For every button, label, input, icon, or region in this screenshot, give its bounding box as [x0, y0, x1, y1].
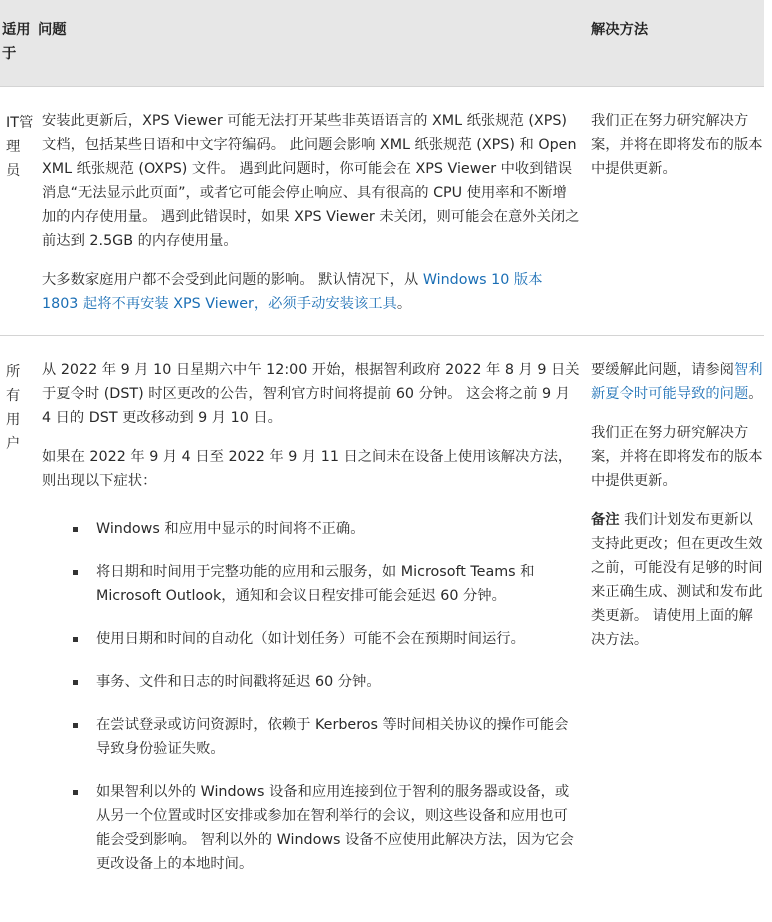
header-issue: 问题: [34, 0, 587, 87]
bullet-icon: [73, 790, 78, 795]
resolution-cell: [587, 87, 764, 336]
symptom-list: [42, 517, 581, 876]
applies-to-cell: IT管理员: [0, 87, 34, 336]
list-item: 使用日期和时间的自动化（如计划任务）可能不会在预期时间运行。: [96, 627, 581, 651]
bullet-icon: [73, 680, 78, 685]
list-item: 将日期和时间用于完整功能的应用和云服务，如 Microsoft Teams 和 Microsoft Outlook，通知和会议日程安排可能会延迟 60 分钟。: [96, 560, 581, 608]
list-item: Windows 和应用中显示的时间将不正确。: [96, 517, 581, 541]
note-label: 备注: [591, 512, 620, 528]
issue-paragraph: 大多数家庭用户都不会受到此问题的影响。 默认情况下，从 Windows 10 版本 1803 起将不再安装 XPS Viewer，必须手动安装该工具。: [42, 272, 543, 312]
table-header-row: [0, 0, 764, 87]
resolution-paragraph: 我们正在努力研究解决方案，并将在即将发布的版本中提供更新。: [591, 113, 763, 177]
bullet-icon: [73, 637, 78, 642]
chile-dst-issues-link[interactable]: 智利新夏令时可能导致的问题: [591, 362, 763, 402]
resolution-cell: [587, 336, 764, 921]
header-applies-to: 适用于: [0, 0, 34, 87]
xps-viewer-install-link[interactable]: Windows 10 版本 1803 起将不再安装 XPS Viewer，必须手动安装该工具: [42, 272, 543, 312]
note-paragraph: 备注 我们计划发布更新以支持此更改；但在更改生效之前，可能没有足够的时间来正确生成、测试和发布此类更新。 请使用上面的解决方法。: [591, 512, 763, 648]
bullet-icon: [73, 570, 78, 575]
header-resolution: 解决方法: [587, 0, 764, 87]
issue-paragraph: 安装此更新后，XPS Viewer 可能无法打开某些非英语语言的 XML 纸张规范 (XPS) 文档，包括某些日语和中文字符编码。 此问题会影响 XML 纸张规范 (XPS) 和 Open XML 纸张规范 (OXPS) 文件。 遇到此问题时，你可能会在 XPS Viewer 中收到错误消息“无法显示此页面”，或者它可能会停止响应、具有很高的 CPU 使用率和不断增加的内存使用量。 遇到此错误时，如果 XPS Viewer 未关闭，则可能会在意外关闭之前达到 2.5GB 的内存使用量。: [42, 113, 580, 249]
list-item: 如果智利以外的 Windows 设备和应用连接到位于智利的服务器或设备，或从另一个位置或时区安排或参加在智利举行的会议，则这些设备和应用也可能会受到影响。 智利以外的 Windows 设备不应使用此解决方法，因为它会更改设备上的本地时间。: [96, 780, 581, 876]
issue-paragraph: 如果在 2022 年 9 月 4 日至 2022 年 9 月 11 日之间未在设备上使用该解决方法，则出现以下症状：: [42, 449, 573, 489]
applies-to-cell: 所有用户: [0, 336, 34, 921]
table-row: [0, 336, 764, 921]
issue-paragraph: 从 2022 年 9 月 10 日星期六中午 12:00 开始，根据智利政府 2022 年 8 月 9 日关于夏令时 (DST) 时区更改的公告，智利官方时间将提前 60 分钟。 这会将之前 9 月 4 日的 DST 更改移动到 9 月 10 日。: [42, 362, 580, 426]
bullet-icon: [73, 527, 78, 532]
issue-cell: [34, 87, 587, 336]
list-item: 事务、文件和日志的时间戳将延迟 60 分钟。: [96, 670, 581, 694]
issue-cell: [34, 336, 587, 921]
bullet-icon: [73, 723, 78, 728]
list-item: 在尝试登录或访问资源时，依赖于 Kerberos 等时间相关协议的操作可能会导致身份验证失败。: [96, 713, 581, 761]
resolution-paragraph: 我们正在努力研究解决方案，并将在即将发布的版本中提供更新。: [591, 425, 763, 489]
table-row: [0, 87, 764, 336]
resolution-paragraph: 要缓解此问题，请参阅智利新夏令时可能导致的问题。: [591, 362, 763, 402]
